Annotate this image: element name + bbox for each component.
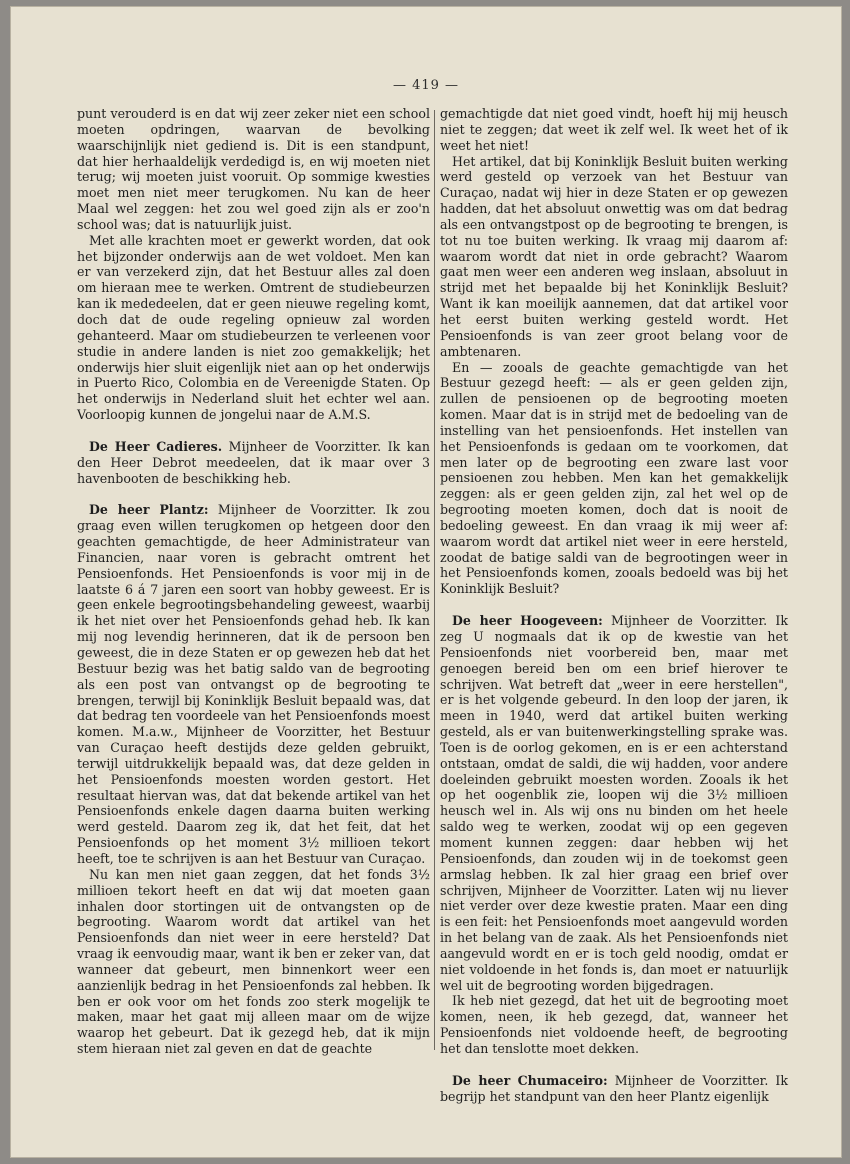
speech-paragraph <box>440 613 788 993</box>
paragraph-text: Mijnheer de Voorzitter. Ik zou graag even willen terugkomen op hetgeen door den geachten gemachtigde, de heer Administrateur van Financien, naar voren is gebracht omtrent het Pensioenfonds. Het Pensioenfonds is voor mij in de laatste 6 á 7 jaren een soort van hobby geweest. Er is geen enkele begrootingsbehandeling geweest, waarbij ik het niet over het Pensioenfonds gehad heb. Ik kan mij nog levendig herinneren, dat ik de persoon ben geweest, die in deze Staten er op gewezen heb dat het Bestuur bezig was het batig saldo van de begrooting als een post van ontvangst op de begrooting te brengen, terwijl bij Koninklijk Besluit bepaald was, dat dat bedrag ten voordeele van het Pensioenfonds moest komen. M.a.w., Mijnheer de Voorzitter, het Bestuur van Curaçao heeft destijds deze gelden gebruikt, terwijl uitdrukkelijk bepaald was, dat deze gelden in het Pensioenfonds moesten worden gestort. Het resultaat hiervan was, dat dat bekende artikel van het Pensioenfonds enkele dagen daarna buiten werking werd gesteld. Daarom zeg ik, dat het feit, dat het Pensioenfonds op het moment 3½ millioen tekort heeft, toe te schrijven is aan het Bestuur van Curaçao. <box>77 502 430 866</box>
speech-paragraph <box>77 439 430 487</box>
paragraph <box>440 360 788 598</box>
paragraph <box>440 993 788 1056</box>
speaker-name: De heer Hoogeveen: <box>452 613 603 629</box>
speech-paragraph <box>440 1073 788 1105</box>
paragraph-text: Nu kan men niet gaan zeggen, dat het fonds 3½ millioen tekort heeft en dat wij dat moeten gaan inhalen door stortingen uit de ontvangsten op de begrooting. Waarom wordt dat artikel van het Pensioenfonds dan niet weer in eere hersteld? Dat vraag ik eenvoudig maar, want ik ben er zeker van, dat wanneer dat gebeurt, men binnenkort weer een aanzienlijk bedrag in het Pensioenfonds zal hebben. Ik ben er ook voor om het fonds zoo sterk mogelijk te maken, maar het gaat mij alleen maar om de wijze waarop het gebeurt. Dat ik gezegd heb, dat ik mijn stem hieraan niet zal geven en dat de geachte <box>77 866 430 1057</box>
speech-paragraph <box>77 502 430 866</box>
column-divider <box>434 110 435 1050</box>
paragraph-text: Het artikel, dat bij Koninklijk Besluit buiten werking werd gesteld op verzoek van het Bestuur van Curaçao, nadat wij hier in deze Staten er op gewezen hadden, dat het absoluut onwettig was om dat bedrag als een ontvangstpost op de begrooting te brengen, is tot nu toe buiten werking. Ik vraag mij daarom af: waarom wordt dat niet in orde gebracht? Waarom gaat men weer een anderen weg inslaan, absoluut in strijd met het bepaalde bij het Koninklijk Besluit? Want ik kan moeilijk aannemen, dat dat artikel voor het eerst buiten werking gesteld wordt. Het Pensioenfonds is van zeer groot belang voor de ambtenaren. <box>440 153 788 359</box>
paragraph <box>77 233 430 423</box>
document-page <box>10 6 842 1158</box>
paragraph <box>440 106 788 154</box>
right-column <box>440 106 788 1104</box>
paragraph-text: Ik heb niet gezegd, dat het uit de begrooting moet komen, neen, ik heb gezegd, dat, wanneer het Pensioenfonds niet voldoende heeft, de begrooting het dan tenslotte moet dekken. <box>440 993 788 1056</box>
speaker-name: De Heer Cadieres. <box>89 438 223 454</box>
paragraph-text: Met alle krachten moet er gewerkt worden, dat ook het bijzonder onderwijs aan de wet voldoet. Men kan er van verzekerd zijn, dat het Bestuur alles zal doen om hieraan mee te werken. Omtrent de studiebeurzen kan ik mededeelen, dat er geen nieuwe regeling komt, doch dat de oude regeling opnieuw zal worden gehanteerd. Maar om studiebeurzen te verleenen voor studie in andere landen is niet zoo gemakkelijk; het onderwijs hier sluit eigenlijk niet aan op het onderwijs in Puerto Rico, Colombia en de Vereenigde Staten. Op het onderwijs in Nederland sluit het echter wel aan. Voorloopig kunnen de jongelui naar de A.M.S. <box>77 232 430 423</box>
speaker-name: De heer Chumaceiro: <box>452 1072 608 1088</box>
page-number: — 419 — <box>392 78 460 93</box>
paragraph-text: Mijnheer de Voorzitter. Ik kan den Heer Debrot meedeelen, dat ik maar over 3 havenbooten de beschikking heb. <box>77 438 431 486</box>
left-column <box>77 106 430 1057</box>
paragraph <box>440 154 788 360</box>
paragraph-text: punt verouderd is en dat wij zeer zeker niet een school moeten opdringen, waarvan de bevolking waarschijnlijk niet gediend is. Dit is een standpunt, dat hier herhaaldelijk verdedigd is, en wij moeten niet terug; wij moeten juist vooruit. Op sommige kwesties moet men niet meer terugkomen. Nu kan de heer Maal wel zeggen: het zou wel goed zijn als er zoo'n school was; dat is natuurlijk juist. <box>77 106 430 232</box>
speaker-name: De heer Plantz: <box>89 502 209 518</box>
paragraph-text: gemachtigde dat niet goed vindt, hoeft hij mij heusch niet te zeggen; dat weet ik zelf wel. Ik weet het of ik weet het niet! <box>440 106 788 153</box>
paragraph-text: Mijnheer de Voorzitter. Ik zeg U nogmaals dat ik op de kwestie van het Pensioenfonds niet voorbereid ben, maar met genoegen bereid ben om een brief hierover te schrijven. Wat betreft dat „weer in eere herstellen", er is het volgende gebeurd. In den loop der jaren, ik meen in 1940, werd dat artikel buiten werking gesteld, als er van buitenwerkingstelling sprake was. Toen is de oorlog gekomen, en is er een achterstand ontstaan, omdat de saldi, die wij hadden, voor andere doeleinden gebruikt moesten worden. Zooals ik het op het oogenblik zie, loopen wij die 3½ millioen heusch wel in. Als wij ons nu binden om het heele saldo weg te werken, zoodat wij op een gegeven moment kunnen zeggen: daar hebben wij het Pensioenfonds, dan zouden wij in de toekomst geen armslag hebben. Ik zal hier graag een brief over schrijven, Mijnheer de Voorzitter. Laten wij nu liever niet verder over deze kwestie praten. Maar een ding is een feit: het Pensioenfonds moet aangevuld worden in het belang van de zaak. Als het Pensioenfonds niet aangevuld wordt en er is toch geld noodig, omdat er niet voldoende in het fonds is, dan moet er natuurlijk wel uit de begrooting worden bijgedragen. <box>440 613 789 993</box>
paragraph-text: Mijnheer de Voorzitter. Ik begrijp het standpunt van den heer Plantz eigenlijk <box>440 1072 788 1104</box>
paragraph <box>77 867 430 1057</box>
paragraph <box>77 106 430 233</box>
paragraph-text: En — zooals de geachte gemachtigde van het Bestuur gezegd heeft: — als er geen gelden zijn, zullen de pensioenen op de begrooting moeten komen. Maar dat is in strijd met de bedoeling van de instelling van het pensioenfonds. Het instellen van het Pensioenfonds is gedaan om te voorkomen, dat men later op de begrooting een zware last voor pensioenen zou hebben. Men kan het gemakkelijk zeggen: als er geen gelden zijn, zal het wel op de begrooting moeten komen, doch dat is nooit de bedoeling geweest. En dan vraag ik mij weer af: waarom wordt dat artikel niet weer in eere hersteld, zoodat de batige saldi van de begrootingen weer in het Pensioenfonds komen, zooals bedoeld was bij het Koninklijk Besluit? <box>440 359 788 597</box>
